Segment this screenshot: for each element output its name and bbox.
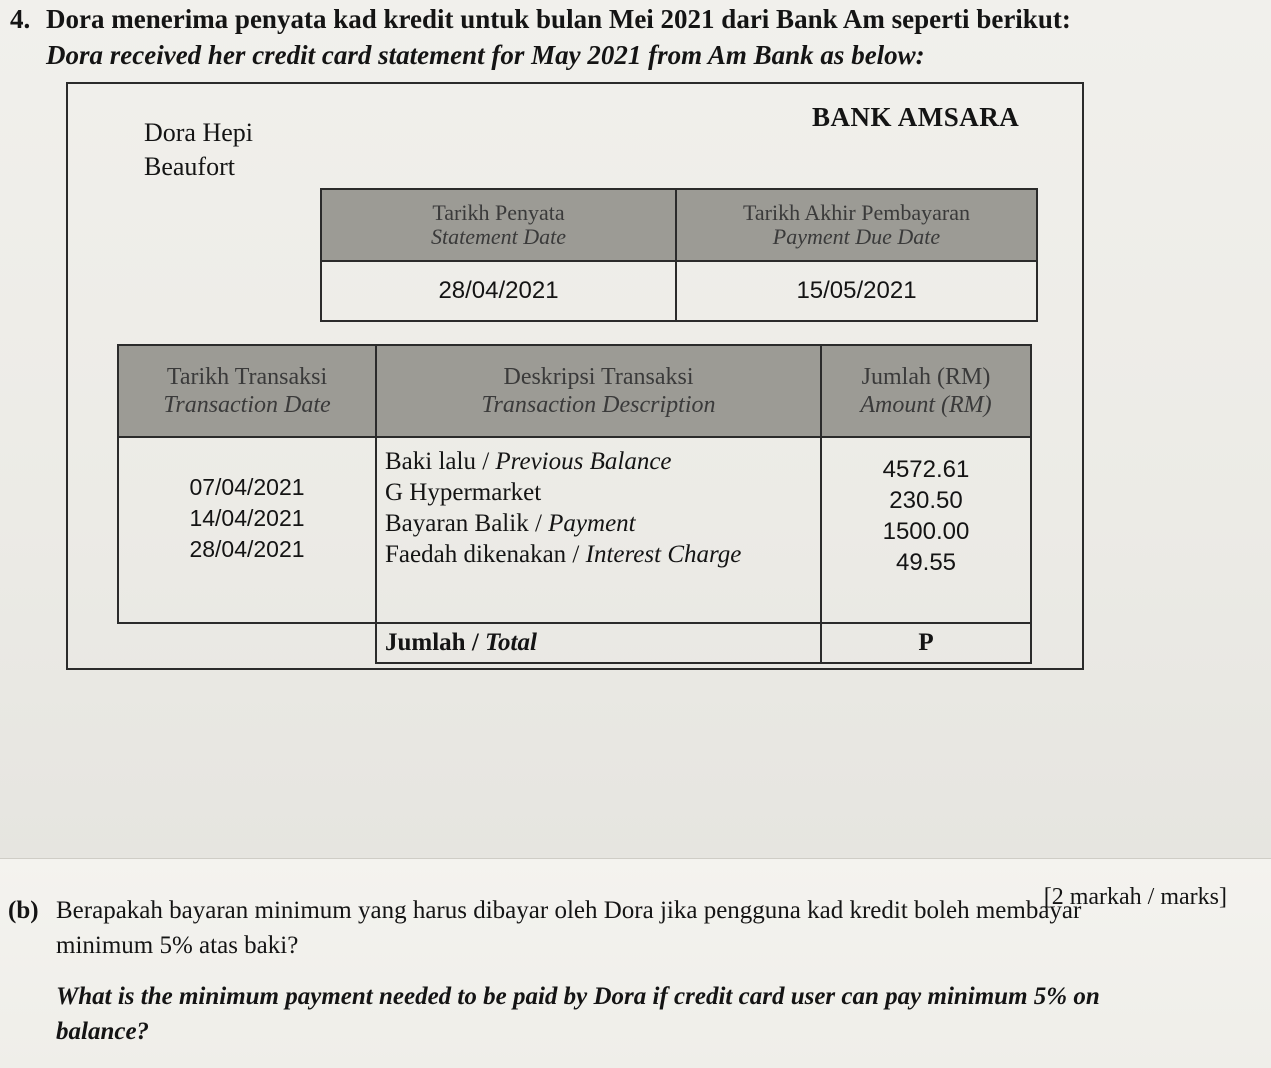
txn-desc-header <box>376 345 821 437</box>
statement-date-header <box>321 189 676 261</box>
txn-desc-3-ms: Faedah dikenakan / <box>385 541 586 568</box>
txn-date-cell <box>118 437 376 623</box>
txn-date-1: 07/04/2021 <box>189 474 305 500</box>
txn-date-3: 28/04/2021 <box>189 536 305 562</box>
txn-desc-1 <box>385 477 820 508</box>
statement-date-header-ms: Tarikh Penyata <box>432 200 565 225</box>
payment-due-header-ms: Tarikh Akhir Pembayaran <box>743 200 970 225</box>
txn-date-header-ms: Tarikh Transaksi <box>166 364 328 390</box>
txn-desc-0-ms: Baki lalu / <box>385 448 496 475</box>
part-b-question-en-line1: What is the minimum payment needed to be paid by Dora if credit card user can pay minimum 5% on <box>56 983 1100 1010</box>
txn-date-header <box>118 345 376 437</box>
txn-amount-0: 4572.61 <box>882 456 970 483</box>
customer-name: Dora Hepi <box>144 118 254 147</box>
statement-dates-table <box>320 188 1038 322</box>
total-row-blank <box>118 623 376 663</box>
txn-desc-1-ms: G Hypermarket <box>385 479 542 506</box>
txn-desc-0 <box>385 446 820 477</box>
payment-due-header <box>676 189 1037 261</box>
customer-town: Beaufort <box>144 152 235 181</box>
txn-desc-header-ms: Deskripsi Transaksi <box>503 364 694 390</box>
txn-amount-2: 1500.00 <box>882 518 970 545</box>
txn-amount-3: 49.55 <box>895 549 957 576</box>
txn-amount-cell <box>821 437 1031 623</box>
total-label <box>376 623 821 663</box>
payment-due-header-en: Payment Due Date <box>772 224 941 249</box>
txn-desc-header-en: Transaction Description <box>481 392 716 418</box>
txn-desc-2-en: Payment <box>548 510 636 537</box>
bank-name: BANK AMSARA <box>812 102 1020 132</box>
total-value: P <box>821 623 1031 663</box>
total-label-ms: Jumlah / <box>385 629 486 656</box>
payment-due-value: 15/05/2021 <box>676 261 1037 321</box>
txn-amount-header-en: Amount (RM) <box>860 392 992 418</box>
transactions-table <box>117 344 1032 664</box>
txn-desc-3-en: Interest Charge <box>585 541 742 568</box>
part-b-question-ms-line1: Berapakah bayaran minimum yang harus dibayar oleh Dora jika pengguna kad kredit boleh membayar <box>56 897 1082 924</box>
txn-amount-header <box>821 345 1031 437</box>
statement-date-header-en: Statement Date <box>430 224 567 249</box>
question-intro-malay: Dora menerima penyata kad kredit untuk bulan Mei 2021 dari Bank Am seperti berikut: <box>46 4 1071 34</box>
total-label-en: Total <box>485 629 537 656</box>
part-b-question-ms-line2: minimum 5% atas baki? <box>56 932 299 959</box>
txn-amount-1: 230.50 <box>889 487 963 514</box>
txn-desc-0-en: Previous Balance <box>495 448 672 475</box>
txn-desc-cell <box>376 437 821 623</box>
txn-date-2: 14/04/2021 <box>189 505 305 531</box>
txn-date-header-en: Transaction Date <box>163 392 331 418</box>
statement-date-value: 28/04/2021 <box>321 261 676 321</box>
question-number: 4. <box>10 4 31 34</box>
txn-desc-2 <box>385 508 820 539</box>
part-b-question-en-line2: balance? <box>56 1018 150 1045</box>
txn-desc-2-ms: Bayaran Balik / <box>385 510 549 537</box>
part-b-label: (b) <box>8 897 39 924</box>
marks-allocation: [2 markah / marks] <box>1043 884 1227 910</box>
question-intro-english: Dora received her credit card statement for May 2021 from Am Bank as below: <box>46 40 925 70</box>
txn-amount-header-ms: Jumlah (RM) <box>861 364 991 390</box>
txn-desc-3 <box>385 539 820 570</box>
